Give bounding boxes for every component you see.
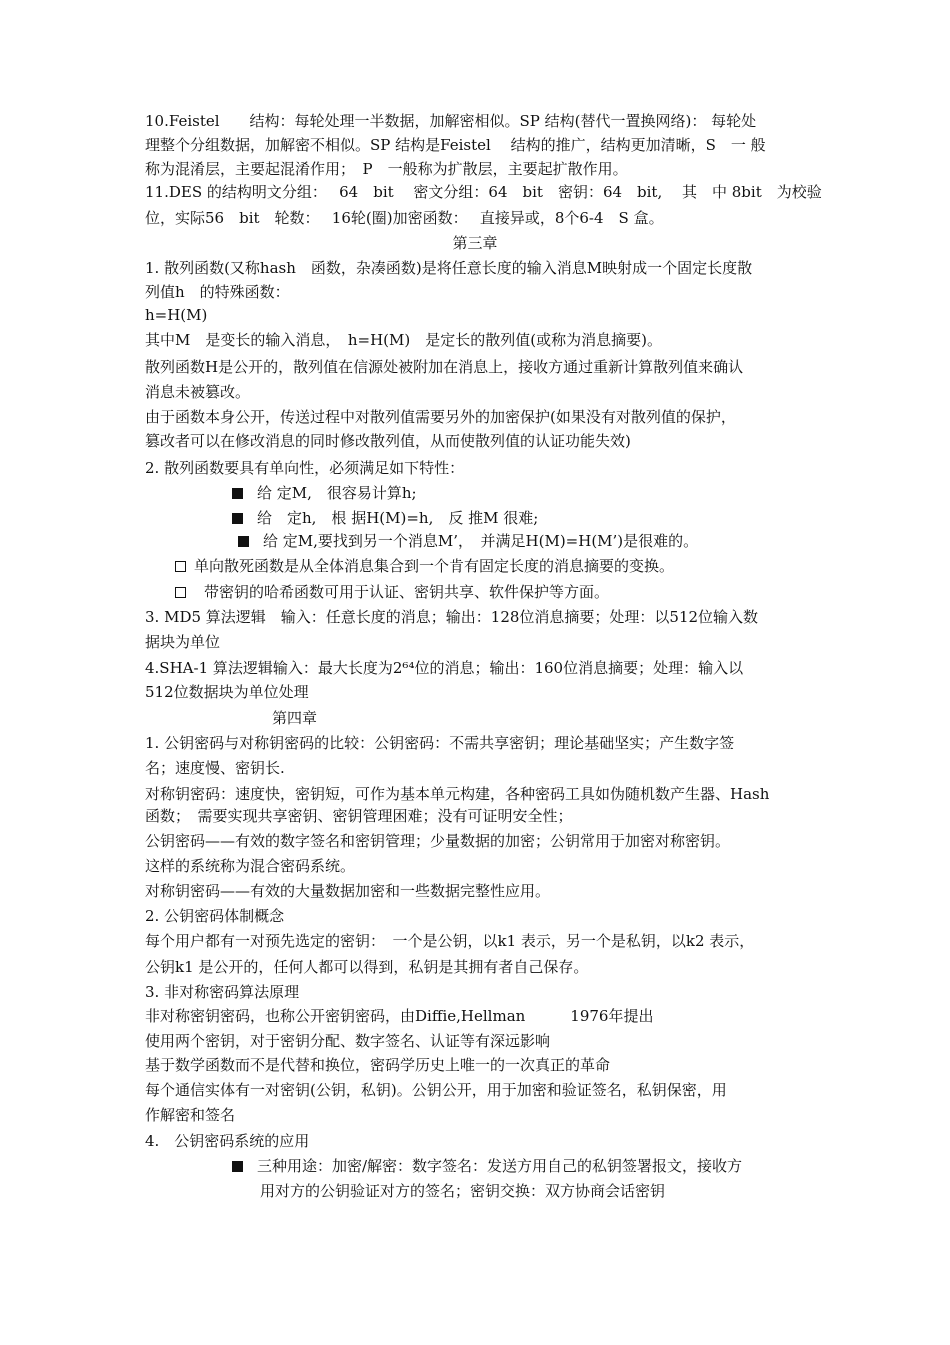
text-line: 篡改者可以在修改消息的同时修改散列值，从而使散列值的认证功能失效) <box>145 432 631 450</box>
text-line: 这样的系统称为混合密码系统。 <box>145 857 356 875</box>
empty-box-icon <box>175 561 186 572</box>
text-line: 4. 公钥密码系统的应用 <box>145 1132 310 1150</box>
bullet-item <box>238 531 908 551</box>
text-line: 散列函数H是公开的，散列值在信源处被附加在消息上，接收方通过重新计算散列值来确认 <box>145 358 744 376</box>
text-line: 作解密和签名 <box>145 1106 236 1124</box>
text-line: 名；速度慢、密钥长. <box>145 759 285 777</box>
text-line: 2. 公钥密码体制概念 <box>145 907 285 925</box>
text-line: 由于函数本身公开，传送过程中对散列值需要另外的加密保护(如果没有对散列值的保护， <box>145 408 736 426</box>
text-line: 基于数学函数而不是代替和换位，密码学历史上唯一的一次真正的革命 <box>145 1056 611 1074</box>
text-line: 函数； 需要实现共享密钥、密钥管理困难；没有可证明安全性； <box>145 807 573 825</box>
text-line: 称为混淆层，主要起混淆作用； P 一般称为扩散层，主要起扩散作用。 <box>145 160 628 178</box>
bullet-text: 给 定M, 很容易计算h; <box>257 484 417 502</box>
bullet-text: 给 定M,要找到另一个消息M’， 并满足H(M)=H(M’)是很难的。 <box>263 532 699 550</box>
checkbox-text: 带密钥的哈希函数可用于认证、密钥共享、软件保护等方面。 <box>204 583 610 601</box>
bullet-item <box>232 1156 902 1176</box>
text-line: 公钥k1 是公开的，任何人都可以得到，私钥是其拥有者自己保存。 <box>145 958 589 976</box>
text-line: 4.SHA-1 算法逻辑输入：最大长度为2⁶⁴位的消息；输出：160位消息摘要；处理：输入以 <box>145 659 744 677</box>
bullet-item <box>232 508 902 528</box>
text-line: h=H(M) <box>145 306 208 324</box>
square-bullet-icon <box>232 1161 243 1172</box>
bullet-text: 三种用途：加密/解密：数字签名：发送方用自己的私钥签署报文，接收方 <box>257 1157 743 1175</box>
text-line: 11.DES 的结构明文分组： 64 bit 密文分组：64 bit 密钥：64 bit, 其 中 8bit 为校验 <box>145 183 822 201</box>
bullet-item <box>232 483 902 503</box>
bullet-continuation: 用对方的公钥验证对方的签名；密钥交换：双方协商会话密钥 <box>260 1182 666 1200</box>
text-line: 1. 散列函数(又称hash 函数，杂凑函数)是将任意长度的输入消息M映射成一个固定长度散 <box>145 259 753 277</box>
text-line: 使用两个密钥，对于密钥分配、数字签名、认证等有深远影响 <box>145 1032 551 1050</box>
text-line: 1. 公钥密码与对称钥密码的比较：公钥密码：不需共享密钥；理论基础坚实；产生数字签 <box>145 734 735 752</box>
text-line: 其中M 是变长的输入消息， h=H(M) 是定长的散列值(或称为消息摘要)。 <box>145 331 662 349</box>
text-line: 512位数据块为单位处理 <box>145 683 309 701</box>
square-bullet-icon <box>232 513 243 524</box>
text-line: 消息未被篡改。 <box>145 383 251 401</box>
text-line: 对称钥密码：速度快，密钥短，可作为基本单元构建，各种密码工具如伪随机数产生器、Hash <box>145 785 770 803</box>
bullet-text: 给 定h, 根 据H(M)=h, 反 推M 很难; <box>257 509 539 527</box>
text-line: 每个通信实体有一对密钥(公钥，私钥)。公钥公开，用于加密和验证签名，私钥保密，用 <box>145 1081 727 1099</box>
empty-box-icon <box>175 587 186 598</box>
text-line: 列值h 的特殊函数： <box>145 283 290 301</box>
square-bullet-icon <box>238 536 249 547</box>
checkbox-text: 单向散死函数是从全体消息集合到一个肯有固定长度的消息摘要的变换。 <box>194 557 675 575</box>
text-line: 每个用户都有一对预先选定的密钥： 一个是公钥，以k1 表示，另一个是私钥，以k2 表示， <box>145 932 755 950</box>
text-line: 10.Feistel 结构：每轮处理一半数据，加解密相似。SP 结构(替代一置换网络)： 每轮处 <box>145 112 757 130</box>
text-line: 公钥密码——有效的数字签名和密钥管理；少量数据的加密；公钥常用于加密对称密钥。 <box>145 832 731 850</box>
text-line: 据块为单位 <box>145 633 221 651</box>
text-line: 3. MD5 算法逻辑 输入：任意长度的消息；输出：128位消息摘要；处理：以512位输入数 <box>145 608 759 626</box>
chapter-heading: 第四章 <box>272 709 318 727</box>
checkbox-item <box>175 582 845 602</box>
text-line: 非对称密钥密码，也称公开密钥密码，由Diffie,Hellman 1976年提出 <box>145 1007 654 1025</box>
square-bullet-icon <box>232 488 243 499</box>
chapter-heading: 第三章 <box>452 234 498 252</box>
text-line: 2. 散列函数要具有单向性，必须满足如下特性： <box>145 459 465 477</box>
text-line: 对称钥密码——有效的大量数据加密和一些数据完整性应用。 <box>145 882 551 900</box>
text-line: 位，实际56 bit 轮数： 16轮(圈)加密函数： 直接异或，8个6-4 S 盒。 <box>145 209 664 227</box>
text-line: 3. 非对称密码算法原理 <box>145 983 300 1001</box>
text-line: 理整个分组数据，加解密不相似。SP 结构是Feistel 结构的推广，结构更加清晰，S 一 般 <box>145 136 766 154</box>
checkbox-item <box>175 556 845 576</box>
